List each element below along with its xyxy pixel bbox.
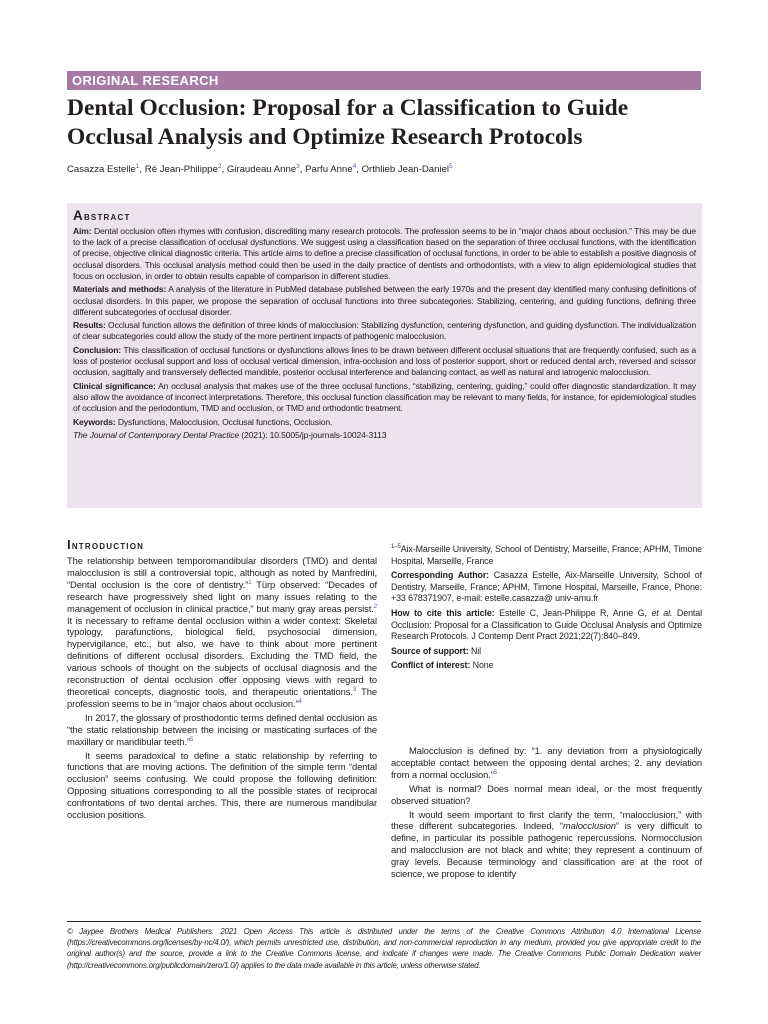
- journal-citation: The Journal of Contemporary Dental Practice (2021): 10.5005/jp-journals-10024-3113: [73, 430, 387, 441]
- abstract-keywords: Keywords: Dysfunctions, Malocclusion, Occlusal functions, Occlusion.: [73, 416, 333, 427]
- author-name: Parfu Anne: [305, 164, 353, 175]
- article-type-banner: ORIGINAL RESEARCH: [67, 71, 701, 90]
- abstract-heading: Abstract: [73, 208, 131, 223]
- how-to-cite: How to cite this article: Estelle C, Jean-Philippe R, Anne G, et al. Dental Occlusion: Proposal for a Classification to Guide Occlusal Analysis and Optimize Research Protocols. J Contemp Dent Pract 2021;22(7):840–849.: [391, 607, 702, 642]
- intro-paragraph-2: In 2017, the glossary of prosthodontic terms defined dental occlusion as “the static relationship between the incising or masticating surfaces of the maxillary or mandibular teeth.”$^5$: [67, 711, 377, 747]
- citation-ref[interactable]: 5: [190, 736, 194, 743]
- author-sup: 5: [449, 162, 453, 170]
- citation-ref[interactable]: 5: [493, 769, 497, 776]
- abstract-results: Results: Occlusal function allows the definition of three kinds of malocclusion: Stabilizing dysfunction, centering dysfunction, and guiding dysfunction. The individualization of clear subcategories could allow the study of the more pertinent impacts of pathogenic malocclusion.: [73, 320, 696, 342]
- footer-divider: [67, 921, 701, 922]
- author-list: Casazza Estelle$^1$, Ré Jean-Philippe$^2$, Giraudeau Anne$^3$, Parfu Anne$^4$, Orthlieb Jean-Daniel$^5$: [67, 162, 453, 175]
- body-paragraph-3: It would seem important to first clarify the term, “malocclusion,” with these different subcategories. Indeed, “malocclusion” is very difficult to define, in particular its possible pathogenic repercussions. Normocclusion and malocclusion are not black and white; they represent a continuum of gray levels. Because terminology and classification are at the root of science, we propose to identify: [391, 808, 702, 880]
- citation-ref[interactable]: 1: [248, 579, 252, 586]
- body-column-right: [391, 745, 702, 882]
- author-name: Giraudeau Anne: [226, 164, 297, 175]
- abstract-box: [67, 203, 702, 508]
- author-sup: 4: [352, 162, 357, 170]
- author-sup: 3: [296, 162, 300, 170]
- article-title: [67, 94, 707, 152]
- citation-ref[interactable]: 3: [352, 686, 357, 693]
- corresponding-author: Corresponding Author: Casazza Estelle, Aix-Marseille University, School of Dentistry, Marseille, France; APHM, Timone Hospital, Marseille, France, Phone: +33 678371907, e-mail: estelle.casazza@ univ-amu.fr: [391, 570, 702, 604]
- abstract-clinical-significance: Clinical significance: An occlusal analysis that makes use of the three occlusal functions, “stabilizing, centering, guiding,” could offer diagnostic standardization. It may also allow the avoidance of incorrect interpretations. Therefore, this occlusal function classification may be relevant to many fields, for instance, for epidemiological studies of occlusion and the periodontium, TMD and occlusion, or TMD and orthodontic treatment.: [73, 380, 696, 414]
- body-paragraph-1: Malocclusion is defined by: “1. any deviation from a physiologically acceptable contact between the opposing dental arches; 2. any deviation from a normal occlusion.”$^5$: [391, 745, 702, 780]
- citation-ref[interactable]: 2: [373, 603, 377, 610]
- affiliations-block: [391, 544, 702, 675]
- abstract-aim: Aim: Dental occlusion often rhymes with confusion, discrediting many research protocols. The profession seems to be in “major chaos about occlusion.” This may be due to the lack of a precise classification of occlusal dysfunctions. We suggest using a classification based on the separation of three occlusal functions, with the identification of precise, objective clinical diagnostic criteria. This article aims to define a precise classification of occlusal functions, in order to be able to establish a positive diagnosis of occlusal disorders. This occlusal analysis method could then be used in the daily practice of dentists and orthodontists, with a view to align epidemiological studies that focus on occlusion, in order to obtain results capable of comparison in different studies.: [73, 226, 696, 281]
- title-line-1: Dental Occlusion: Proposal for a Classification to Guide: [67, 95, 629, 121]
- introduction-column: [67, 537, 377, 823]
- abstract-methods: Materials and methods: A analysis of the literature in PubMed database published between the early 1970s and the present day identified many confusing definitions of occlusal disorders. In this paper, we propose the separation of occlusal functions into three subcategories: Stabilizing, centering, and guiding functions, defining three different subcategories of occlusal disorder.: [73, 284, 697, 317]
- license-footer: © Jaypee Brothers Medical Publishers. 2021 Open Access This article is distributed under the terms of the Creative Commons Attribution 4.0 International License (https://creativecommons.org/licenses/by-nc/4.0/), which permits unrestricted use, distribution, and non-commercial reproduction in any medium, provided you give appropriate credit to the original author(s) and the source, provide a link to the Creative Commons license, and indicate if changes were made. The Creative Commons Public Domain Dedication waiver (http://creativecommons.org/publicdomain/zero/1.0/) applies to the data made available in this article, unless otherwise stated.: [67, 927, 701, 970]
- author-name: Orthlieb Jean-Daniel: [361, 164, 450, 175]
- author-sup: 2: [217, 162, 222, 170]
- body-paragraph-2: What is normal? Does normal mean ideal, or the most frequently observed situation?: [391, 782, 702, 806]
- introduction-heading: Introduction: [67, 537, 145, 552]
- citation-ref[interactable]: 4: [298, 698, 302, 705]
- author-sup: 1: [135, 162, 140, 170]
- abstract-conclusion: Conclusion: This classification of occlusal functions or dysfunctions allows lines to be drawn between different occlusal situations that are frequently confused, such as a loss of posterior occlusal support and loss of occlusal vertical dimension, infra-occlusion and loss of posterior support, short or reduced dental arch, reversed and scissor occlusion, sagittally and transversely deflected mandible, posterior occlusal interference and balancing contact, as well as natural and iatrogenic malocclusion.: [73, 344, 696, 378]
- conflict-of-interest: Conflict of interest: None: [391, 660, 494, 671]
- affiliation: $^{1-5}$Aix-Marseille University, School of Dentistry, Marseille, France; APHM, Timone Hospital, Marseille, France: [391, 544, 702, 566]
- author-name: Casazza Estelle: [67, 164, 136, 175]
- author-name: Ré Jean-Philippe: [144, 164, 218, 175]
- intro-paragraph-1: The relationship between temporomandibular disorders (TMD) and dental malocclusion is still a controversial topic, although as noted by Manfredini, “Dental occlusion is the core of dentistry.”$^1$ Türp observed: “Decades of research have progressively shed light on many issues relating to the management of occlusion in clinical practice,” but many gray areas persist.$^2$ It is necessary to reframe dental occlusion within a wider context: Skeletal typology, parafunctions, biological field, psychosocial dimension, hypervigilance, etc., but also, we have to think about more pertinent definitions of different occlusal disorders. Excluding the TMD field, the various schools of thought on the subjects of occlusal diagnosis and the reconstruction of dental occlusion offer opposing views with regard to theoretical concepts, diagnostic tools, and therapeutic orientations.$^3$ The profession seems to be in “major chaos about occlusion.”$^4$: [67, 555, 377, 709]
- source-of-support: Source of support: Nil: [391, 645, 482, 656]
- title-line-2: Occlusal Analysis and Optimize Research Protocols: [67, 124, 583, 150]
- intro-paragraph-3: It seems paradoxical to define a static relationship by referring to functions that are moving actions. The definition of the simple term “dental occlusion” seems confusing. We could propose the following definition: Opposing situations corresponding to all the possible states of reciprocal confrontations of two dental arches. This, there are numerous mandibular occlusion positions.: [67, 749, 377, 821]
